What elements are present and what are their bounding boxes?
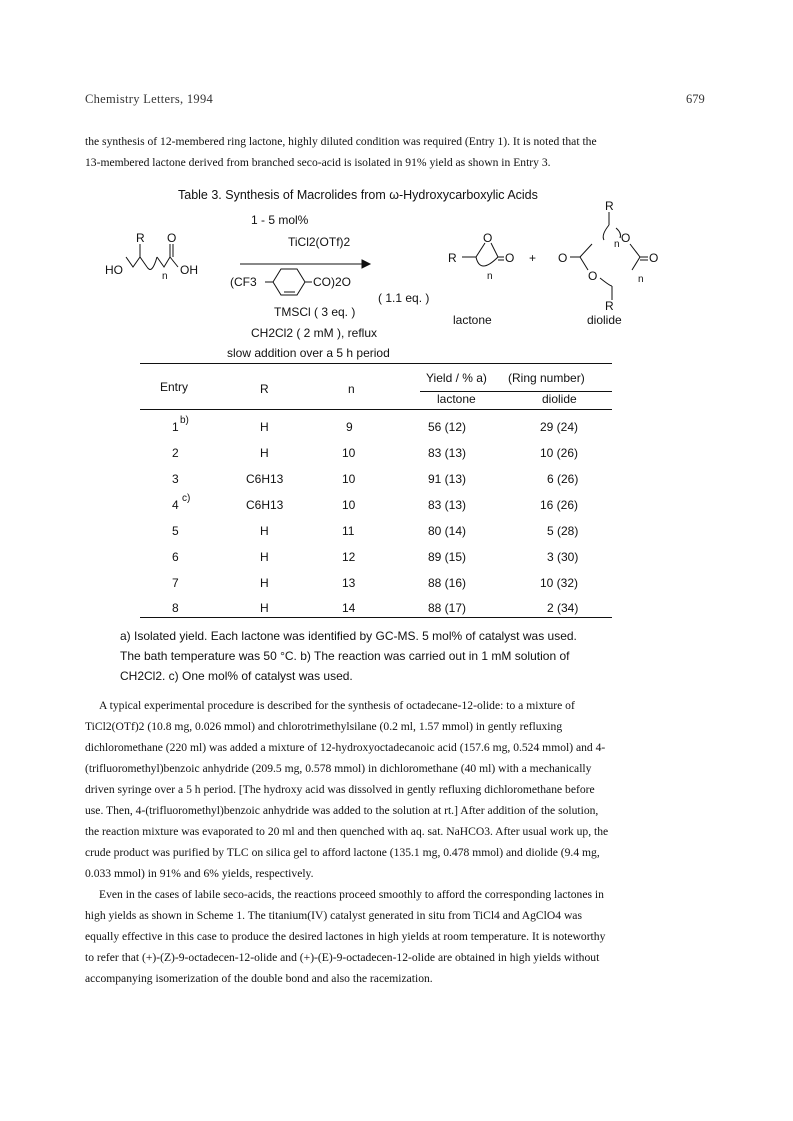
procedure-line: A typical experimental procedure is described for the synthesis of octadecane-12-olide: to a mixture of xyxy=(99,699,575,712)
closing-line: to refer that (+)-(Z)-9-octadecen-12-olide and (+)-(E)-9-octadecen-12-olide are obtained in high yields without xyxy=(85,951,600,964)
table-header-rule xyxy=(140,409,612,410)
procedure-line: TiCl2(OTf)2 (10.8 mg, 0.026 mmol) and chlorotrimethylsilane (0.2 ml, 1.57 mmol) in gently refluxing xyxy=(85,720,563,733)
cell-n: 10 xyxy=(342,446,356,460)
catalyst-amount: 1 - 5 mol% xyxy=(251,213,309,227)
table-header xyxy=(140,368,612,408)
cell-entry: 6 xyxy=(172,550,179,564)
closing-paragraph xyxy=(85,884,710,989)
cell-r: H xyxy=(260,524,269,538)
table-row xyxy=(140,576,612,594)
footnote-line-1: a) Isolated yield. Each lactone was identified by GC-MS. 5 mol% of catalyst was used. xyxy=(120,629,577,643)
cell-diolide: 10 (32) xyxy=(540,576,579,590)
cell-r: H xyxy=(260,550,269,564)
anhydride-eq: ( 1.1 eq. ) xyxy=(378,291,430,305)
cell-lactone: 88 (17) xyxy=(428,601,467,615)
page-number: 679 xyxy=(686,92,705,106)
table-footnotes xyxy=(120,626,680,686)
table-row xyxy=(140,472,612,490)
cell-lactone: 91 (13) xyxy=(428,472,467,486)
diolide-n-bottom: n xyxy=(638,274,644,285)
cell-r: C6H13 xyxy=(246,472,284,486)
cell-diolide: 16 (26) xyxy=(540,498,579,512)
closing-line: Even in the cases of labile seco-acids, the reactions proceed smoothly to afford the corresponding lactones in xyxy=(99,888,604,901)
procedure-line: the reaction mixture was evaporated to 20 ml and then quenched with aq. sat. NaHCO3. After usual work up, the xyxy=(85,825,609,838)
intro-line-1: the synthesis of 12-membered ring lactone, highly diluted condition was required (Entry 1). It is noted that the xyxy=(85,135,597,148)
cell-r: H xyxy=(260,420,269,434)
benzene-ring xyxy=(265,269,312,295)
diolide-ring-o-bottom: O xyxy=(588,269,598,283)
diolide-structure xyxy=(570,212,648,300)
cell-lactone: 89 (15) xyxy=(428,550,467,564)
cell-entry: 7 xyxy=(172,576,179,590)
diolide-ring-o-top: O xyxy=(621,231,631,245)
lactone-n: n xyxy=(487,271,493,282)
cell-entry: 1 xyxy=(172,420,179,434)
cell-entry: 3 xyxy=(172,472,179,486)
table-body xyxy=(140,415,612,615)
cell-entry: 2 xyxy=(172,446,179,460)
procedure-line: dichloromethane (220 ml) was added a mixture of 12-hydroxyoctadecanoic acid (157.6 mg, 0.524 mmol) and 4- xyxy=(85,741,606,754)
anhydride-left: (CF3 xyxy=(230,275,257,289)
cell-entry-note: c) xyxy=(182,493,191,504)
cell-r: H xyxy=(260,576,269,590)
footnote-line-2: The bath temperature was 50 °C. b) The reaction was carried out in 1 mM solution of xyxy=(120,649,570,663)
intro-paragraph xyxy=(85,131,710,173)
running-header-journal: Chemistry Letters, 1994 xyxy=(85,92,214,106)
cell-r: C6H13 xyxy=(246,498,284,512)
cell-entry: 5 xyxy=(172,524,179,538)
addition-conditions: slow addition over a 5 h period xyxy=(227,346,390,360)
cell-diolide: 5 (28) xyxy=(547,524,579,538)
diolide-r-top: R xyxy=(605,200,614,213)
diolide-n-top: n xyxy=(614,239,620,250)
header-r: R xyxy=(260,382,269,396)
cell-n: 11 xyxy=(342,524,355,538)
cell-diolide: 6 (26) xyxy=(547,472,579,486)
lactone-r: R xyxy=(448,251,457,265)
cell-n: 13 xyxy=(342,576,356,590)
cell-n: 12 xyxy=(342,550,356,564)
cell-lactone: 83 (13) xyxy=(428,446,467,460)
procedure-line: 0.033 mmol) in 91% and 6% yields, respectively. xyxy=(85,867,314,880)
diolide-carbonyl-o-left: O xyxy=(558,251,568,265)
intro-line-2: 13-membered lactone derived from branched seco-acid is isolated in 91% yield as shown in Entry 3. xyxy=(85,156,551,169)
reactant-r: R xyxy=(136,231,145,245)
cell-lactone: 56 (12) xyxy=(428,420,467,434)
cell-entry: 8 xyxy=(172,601,179,615)
table-row xyxy=(140,601,612,619)
header-lactone: lactone xyxy=(437,392,476,406)
cell-entry: 4 xyxy=(172,498,179,512)
table-caption: Table 3. Synthesis of Macrolides from ω-Hydroxycarboxylic Acids xyxy=(178,188,538,202)
lactone-structure xyxy=(462,243,504,266)
lactone-carbonyl-o: O xyxy=(505,251,515,265)
tmscl-reagent: TMSCl ( 3 eq. ) xyxy=(274,305,356,319)
header-yield: Yield / % a) xyxy=(426,371,487,385)
table-top-rule xyxy=(140,363,612,364)
table-row xyxy=(140,446,612,464)
table-row xyxy=(140,493,612,516)
cell-lactone: 80 (14) xyxy=(428,524,467,538)
footnote-line-3: CH2Cl2. c) One mol% of catalyst was used. xyxy=(120,669,353,683)
cell-lactone: 83 (13) xyxy=(428,498,467,512)
anhydride-right: CO)2O xyxy=(313,275,352,289)
header-entry: Entry xyxy=(160,380,189,394)
cell-diolide: 10 (26) xyxy=(540,446,579,460)
cell-diolide: 2 (34) xyxy=(547,601,579,615)
cell-r: H xyxy=(260,446,269,460)
table-row xyxy=(140,415,612,438)
lactone-ring-o: O xyxy=(483,231,493,245)
reactant-carbonyl-o: O xyxy=(167,231,177,245)
solvent-conditions: CH2Cl2 ( 2 mM ), reflux xyxy=(251,326,378,340)
cell-entry-note: b) xyxy=(180,415,189,426)
cell-diolide: 29 (24) xyxy=(540,420,579,434)
procedure-line: crude product was purified by TLC on silica gel to afford lactone (135.1 mg, 0.478 mmol) and diolide (9.4 mg, xyxy=(85,846,600,859)
cell-r: H xyxy=(260,601,269,615)
diolide-r-bottom: R xyxy=(605,299,614,313)
closing-line: equally effective in this case to produce the desired lactones in high yields at room temperature. It is noteworthy xyxy=(85,930,606,943)
header-diolide: diolide xyxy=(542,392,577,406)
header-ring-number: (Ring number) xyxy=(508,371,585,385)
header-n: n xyxy=(348,382,355,396)
diolide-carbonyl-o-right: O xyxy=(649,251,659,265)
closing-line: high yields as shown in Scheme 1. The titanium(IV) catalyst generated in situ from TiCl4 and AgClO4 was xyxy=(85,909,582,922)
table-row xyxy=(140,550,612,568)
reactant-n: n xyxy=(162,271,168,282)
procedure-line: driven syringe over a 5 h period. [The hydroxy acid was dissolved in gently refluxing dichloromethane before xyxy=(85,783,595,796)
reactant-oh: OH xyxy=(180,263,198,277)
diolide-label: diolide xyxy=(587,313,622,327)
procedure-line: (trifluoromethyl)benzoic anhydride (209.5 mg, 0.578 mmol) in dichloromethane (40 ml) with a mechanically xyxy=(85,762,592,775)
plus-sign: + xyxy=(529,251,537,265)
catalyst: TiCl2(OTf)2 xyxy=(288,235,351,249)
reactant-ho: HO xyxy=(105,263,123,277)
procedure-paragraph xyxy=(85,695,710,884)
cell-n: 10 xyxy=(342,498,356,512)
closing-line: accompanying isomerization of the double bond and also the racemization. xyxy=(85,972,433,985)
cell-diolide: 3 (30) xyxy=(547,550,579,564)
reaction-scheme xyxy=(100,200,710,365)
lactone-label: lactone xyxy=(453,313,492,327)
cell-lactone: 88 (16) xyxy=(428,576,467,590)
procedure-line: use. Then, 4-(trifluoromethyl)benzoic anhydride was added to the solution at rt.] After addition of the solution, xyxy=(85,804,599,817)
cell-n: 10 xyxy=(342,472,356,486)
cell-n: 14 xyxy=(342,601,356,615)
cell-n: 9 xyxy=(346,420,353,434)
table-row xyxy=(140,524,612,542)
